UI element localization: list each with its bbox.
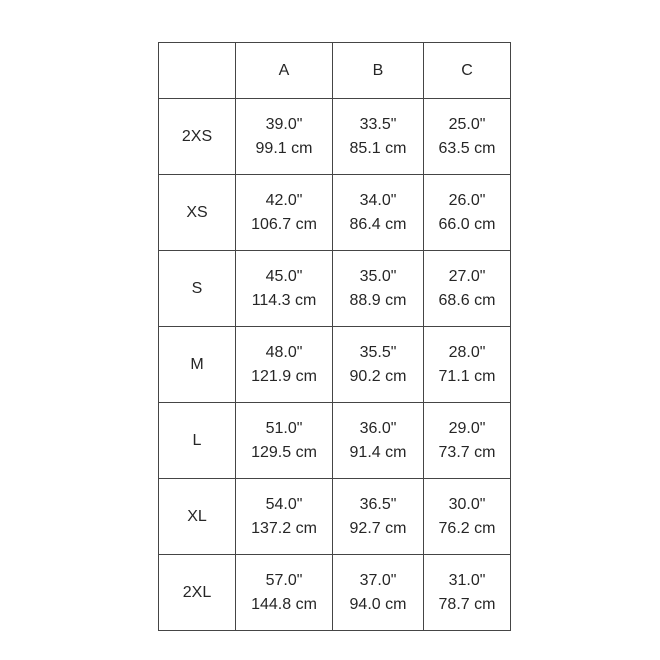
inches-value: 48.0" — [265, 343, 303, 361]
cm-value: 129.5 cm — [251, 443, 317, 461]
cm-value: 66.0 cm — [438, 215, 496, 233]
size-label: XS — [159, 175, 236, 251]
size-chart-table — [158, 42, 511, 631]
row-l — [159, 403, 511, 479]
cell-b — [333, 555, 424, 631]
inches-value: 35.0" — [359, 267, 397, 285]
cell-a — [236, 555, 333, 631]
column-header-a: A — [236, 43, 333, 99]
cm-value: 137.2 cm — [251, 519, 317, 537]
cell-c — [424, 479, 511, 555]
inches-value: 57.0" — [265, 571, 303, 589]
corner-cell — [159, 43, 236, 99]
cell-c — [424, 175, 511, 251]
cm-value: 71.1 cm — [438, 367, 496, 385]
header-row — [159, 43, 511, 99]
size-label: L — [159, 403, 236, 479]
inches-value: 31.0" — [448, 571, 486, 589]
inches-value: 29.0" — [448, 419, 486, 437]
inches-value: 39.0" — [265, 115, 303, 133]
cell-b — [333, 99, 424, 175]
cell-c — [424, 555, 511, 631]
inches-value: 45.0" — [265, 267, 303, 285]
cell-a — [236, 479, 333, 555]
row-2xl — [159, 555, 511, 631]
inches-value: 26.0" — [448, 191, 486, 209]
inches-value: 34.0" — [359, 191, 397, 209]
inches-value: 54.0" — [265, 495, 303, 513]
cell-b — [333, 251, 424, 327]
size-label: 2XS — [159, 99, 236, 175]
size-label: XL — [159, 479, 236, 555]
cell-c — [424, 327, 511, 403]
cell-b — [333, 403, 424, 479]
row-xl — [159, 479, 511, 555]
inches-value: 28.0" — [448, 343, 486, 361]
cm-value: 91.4 cm — [349, 443, 407, 461]
cm-value: 88.9 cm — [349, 291, 407, 309]
cell-a — [236, 99, 333, 175]
cell-c — [424, 403, 511, 479]
cm-value: 106.7 cm — [251, 215, 317, 233]
cell-a — [236, 403, 333, 479]
cm-value: 94.0 cm — [349, 595, 407, 613]
cm-value: 99.1 cm — [255, 139, 313, 157]
cm-value: 92.7 cm — [349, 519, 407, 537]
cm-value: 63.5 cm — [438, 139, 496, 157]
inches-value: 37.0" — [359, 571, 397, 589]
row-xs — [159, 175, 511, 251]
size-label: 2XL — [159, 555, 236, 631]
inches-value: 36.5" — [359, 495, 397, 513]
inches-value: 25.0" — [448, 115, 486, 133]
cell-c — [424, 251, 511, 327]
inches-value: 42.0" — [265, 191, 303, 209]
inches-value: 30.0" — [448, 495, 486, 513]
cm-value: 73.7 cm — [438, 443, 496, 461]
cm-value: 121.9 cm — [251, 367, 317, 385]
inches-value: 36.0" — [359, 419, 397, 437]
size-label: S — [159, 251, 236, 327]
row-2xs — [159, 99, 511, 175]
inches-value: 33.5" — [359, 115, 397, 133]
cell-a — [236, 175, 333, 251]
size-label: M — [159, 327, 236, 403]
cell-a — [236, 327, 333, 403]
inches-value: 51.0" — [265, 419, 303, 437]
cell-b — [333, 327, 424, 403]
row-s — [159, 251, 511, 327]
cm-value: 76.2 cm — [438, 519, 496, 537]
cm-value: 144.8 cm — [251, 595, 317, 613]
cell-b — [333, 479, 424, 555]
column-header-c: C — [424, 43, 511, 99]
column-header-b: B — [333, 43, 424, 99]
cm-value: 85.1 cm — [349, 139, 407, 157]
cm-value: 68.6 cm — [438, 291, 496, 309]
cm-value: 114.3 cm — [251, 291, 317, 309]
cm-value: 78.7 cm — [438, 595, 496, 613]
cm-value: 86.4 cm — [349, 215, 407, 233]
cell-b — [333, 175, 424, 251]
cm-value: 90.2 cm — [349, 367, 407, 385]
row-m — [159, 327, 511, 403]
cell-a — [236, 251, 333, 327]
cell-c — [424, 99, 511, 175]
inches-value: 27.0" — [448, 267, 486, 285]
inches-value: 35.5" — [359, 343, 397, 361]
